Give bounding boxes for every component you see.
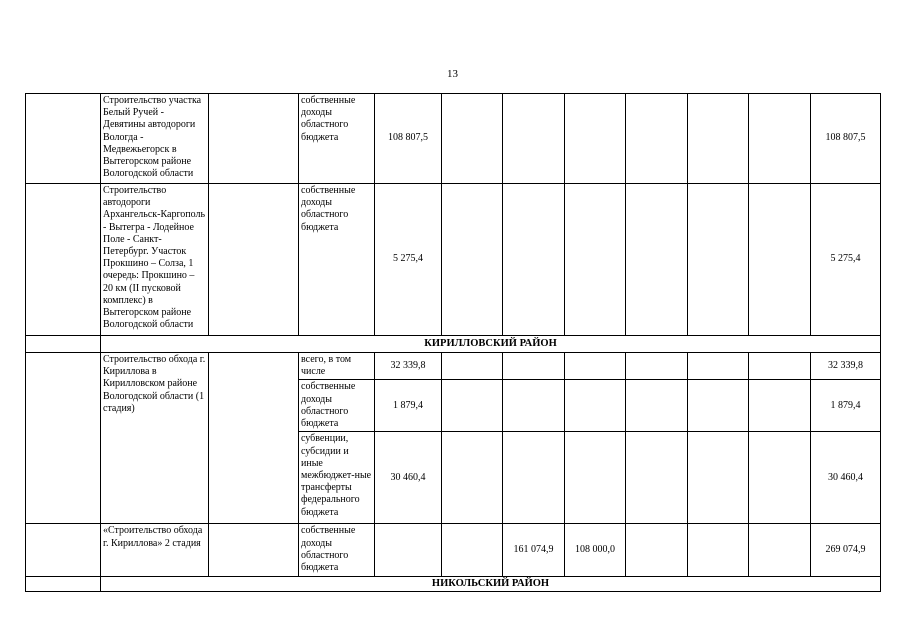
section-title: НИКОЛЬСКИЙ РАЙОН [101, 577, 881, 592]
page-number: 13 [447, 68, 458, 80]
funding-source: собственные доходы областного бюджета [299, 94, 375, 184]
section-title: КИРИЛЛОВСКИЙ РАЙОН [101, 336, 881, 353]
object-name: «Строительство обхода г. Кириллова» 2 стадия [101, 524, 209, 577]
table-row [26, 524, 881, 577]
budget-table [25, 93, 881, 592]
amount-cell: 5 275,4 [375, 184, 442, 336]
funding-source: всего, в том числе [299, 353, 375, 380]
table-row [26, 94, 881, 184]
amount-cell: 1 879,4 [375, 380, 442, 432]
total-cell: 5 275,4 [811, 184, 881, 336]
amount-cell: 30 460,4 [375, 432, 442, 524]
total-cell: 1 879,4 [811, 380, 881, 432]
funding-source: собственные доходы областного бюджета [299, 524, 375, 577]
total-cell: 269 074,9 [811, 524, 881, 577]
table-row [26, 184, 881, 336]
total-cell: 30 460,4 [811, 432, 881, 524]
section-header-row [26, 336, 881, 353]
object-name: Строительство автодороги Архангельск-Каргополь - Вытегра - Лодейное Поле - Санкт-Петербург. Участок Прокшино – Солза, 1 очередь: Прокшино – 20 км (II пусковой комплекс) в Вытегорском районе Вологодской области [101, 184, 209, 336]
section-header-row [26, 577, 881, 592]
object-name: Строительство обхода г. Кириллова в Кирилловском районе Вологодской области (1 стадия) [101, 353, 209, 524]
total-cell: 108 807,5 [811, 94, 881, 184]
amount-cell: 108 807,5 [375, 94, 442, 184]
amount-cell: 32 339,8 [375, 353, 442, 380]
funding-source: собственные доходы областного бюджета [299, 380, 375, 432]
table-row [26, 353, 881, 380]
funding-source: собственные доходы областного бюджета [299, 184, 375, 336]
funding-source: субвенции, субсидии и иные межбюджет-ные трансферты федерального бюджета [299, 432, 375, 524]
object-name: Строительство участка Белый Ручей - Девятины автодороги Вологда - Медвежьегорск в Вытегорском районе Вологодской области [101, 94, 209, 184]
amount-cell: 161 074,9 [503, 524, 565, 577]
total-cell: 32 339,8 [811, 353, 881, 380]
amount-cell: 108 000,0 [565, 524, 626, 577]
